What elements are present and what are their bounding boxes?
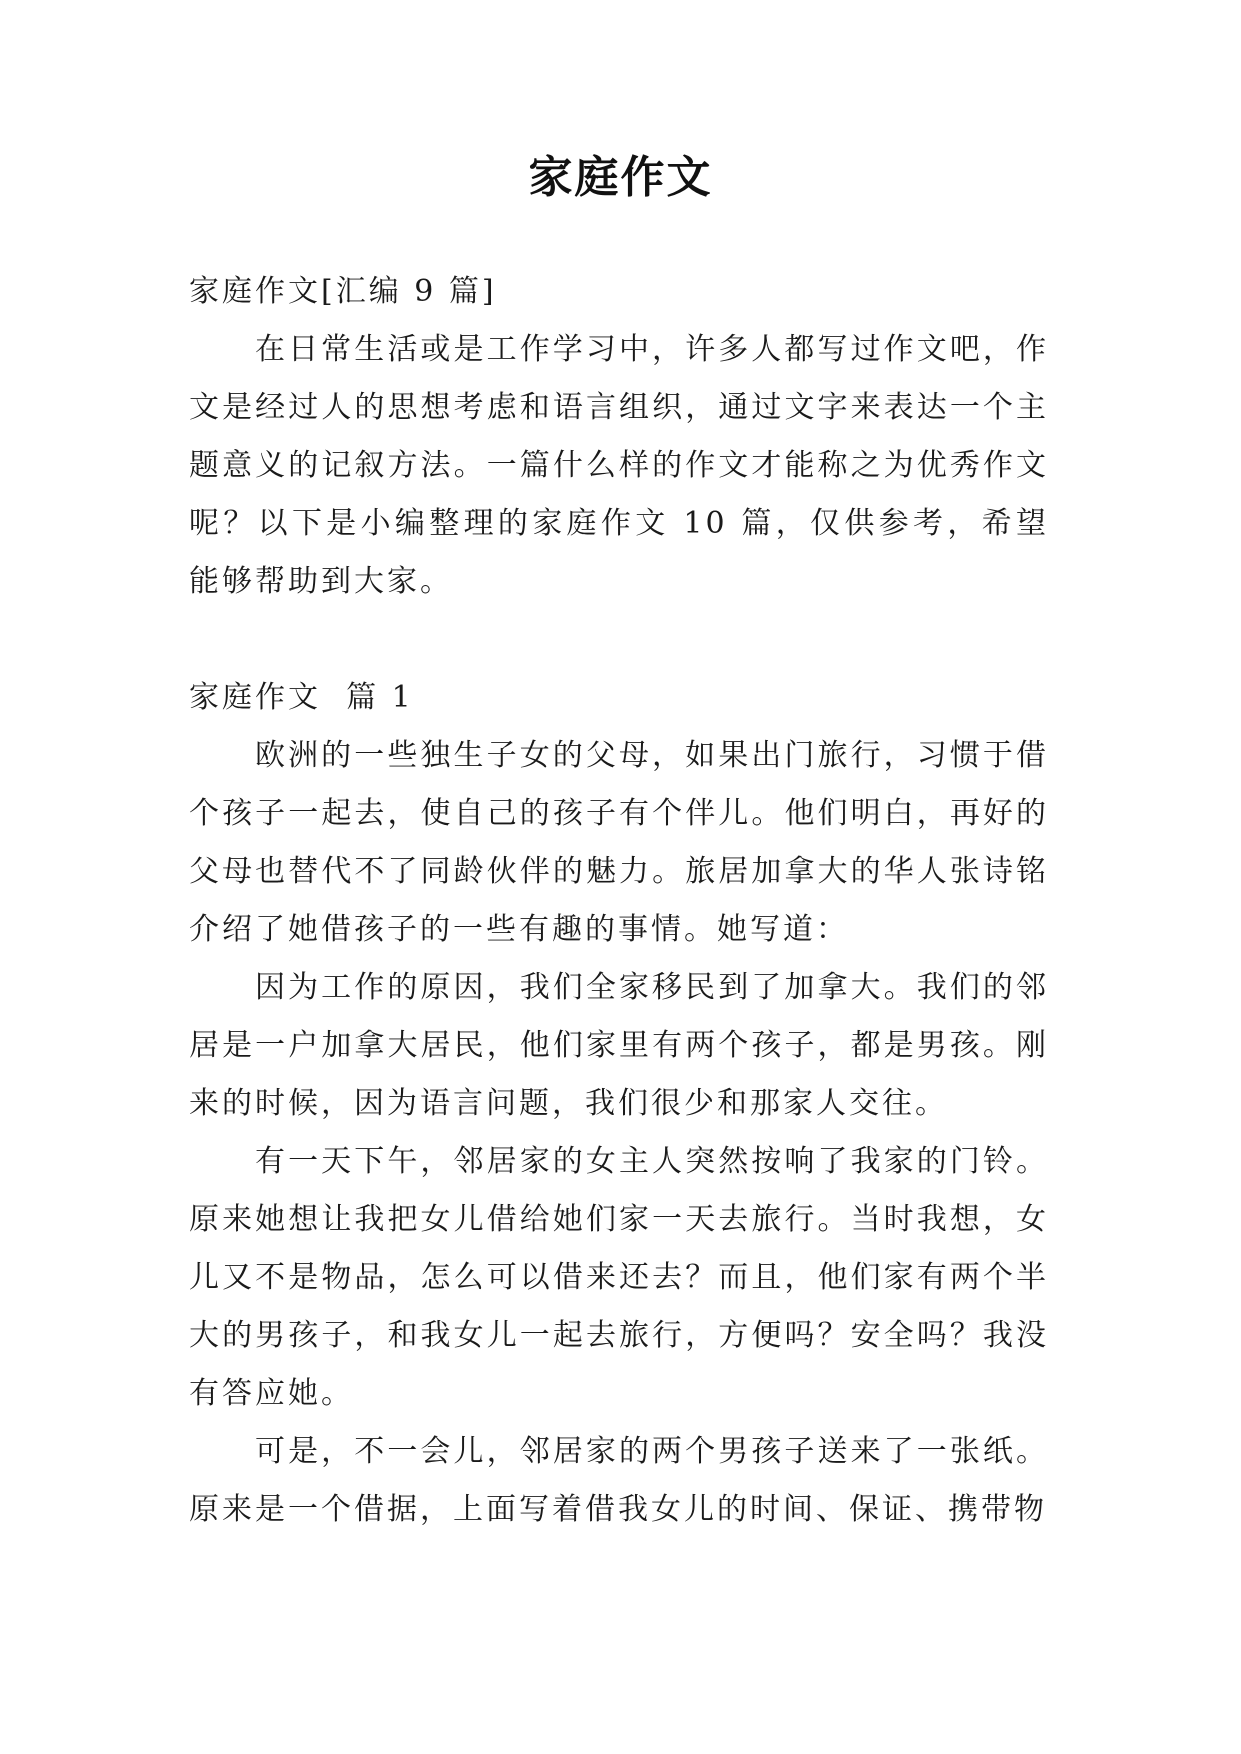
section-spacer xyxy=(189,611,1049,669)
body-paragraph-1: 欧洲的一些独生子女的父母，如果出门旅行，习惯于借个孩子一起去，使自己的孩子有个伴儿。他们明白，再好的父母也替代不了同龄伙伴的魅力。旅居加拿大的华人张诗铭介绍了她借孩子的一些有趣的事情。她写道： xyxy=(189,738,1049,947)
intro-paragraph: 在日常生活或是工作学习中，许多人都写过作文吧，作文是经过人的思想考虑和语言组织，通过文字来表达一个主题意义的记叙方法。一篇什么样的作文才能称之为优秀作文呢？以下是小编整理的家庭作文 10 篇，仅供参考，希望能够帮助到大家。 xyxy=(189,332,1049,599)
document-body xyxy=(189,263,1049,1539)
body-paragraph-3: 有一天下午，邻居家的女主人突然按响了我家的门铃。原来她想让我把女儿借给她们家一天去旅行。当时我想，女儿又不是物品，怎么可以借来还去？而且，他们家有两个半大的男孩子，和我女儿一起去旅行，方便吗？安全吗？我没有答应她。 xyxy=(189,1144,1049,1411)
section-heading: 家庭作文 篇 1 xyxy=(189,680,414,715)
document-title: 家庭作文 xyxy=(528,152,713,203)
intro-heading: 家庭作文[汇编 9 篇] xyxy=(189,274,497,309)
body-paragraph-2: 因为工作的原因，我们全家移民到了加拿大。我们的邻居是一户加拿大居民，他们家里有两个孩子，都是男孩。刚来的时候，因为语言问题，我们很少和那家人交往。 xyxy=(189,970,1049,1121)
body-paragraph-4: 可是，不一会儿，邻居家的两个男孩子送来了一张纸。原来是一个借据，上面写着借我女儿的时间、保证、携带物 xyxy=(189,1434,1049,1527)
